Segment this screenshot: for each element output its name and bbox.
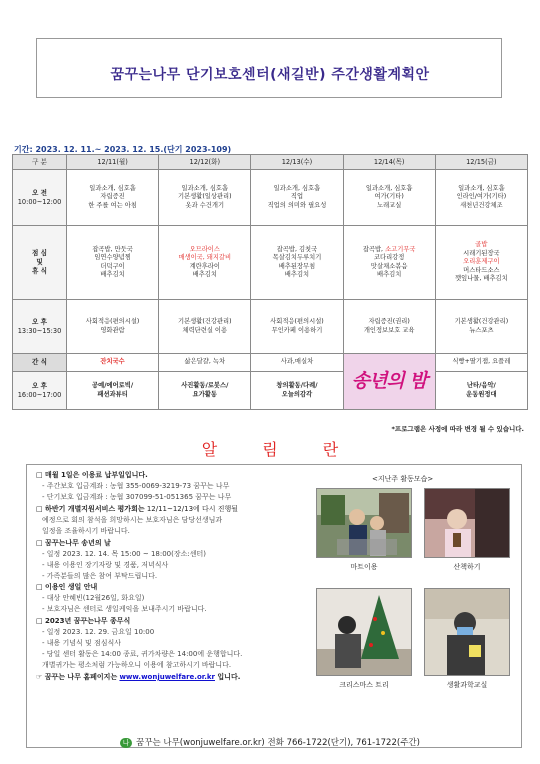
menu-cell <box>343 226 435 300</box>
notice-heading: 알 림 란 <box>201 440 359 459</box>
menu-item-part: 잡곡밥, <box>362 245 386 253</box>
menu-item-part: 소고기무국 <box>385 245 416 253</box>
menu-item <box>345 246 434 255</box>
homepage-link[interactable]: www.wonjuwelfare.or.kr <box>119 673 215 681</box>
photo-caption: 산책하기 <box>453 563 481 571</box>
notice-evaluation <box>36 504 336 537</box>
notice-line: - 내용 기념식 및 점심식사 <box>42 639 122 647</box>
notice-closing-ceremony <box>36 616 336 671</box>
schedule-cell <box>435 372 527 410</box>
photo-caption: 크리스마스 트리 <box>339 681 389 689</box>
cell-line: 옷과 수건개기 <box>185 201 225 209</box>
menu-item: 목살김치두루치기 <box>272 254 322 261</box>
notice-title: □ 꿈꾸는나무 송년의 날 <box>36 539 111 547</box>
cell-line: 일과소개, 심호흡 <box>181 184 229 192</box>
cell-line: 인라인/여가(기타) <box>456 193 507 201</box>
photo-walk-image <box>425 489 510 558</box>
day-header: 12/12(화) <box>159 155 251 170</box>
cell-line: 일과소개, 심호흡 <box>89 184 136 192</box>
menu-item: 배추김치 <box>192 271 217 278</box>
menu-cell <box>67 226 159 300</box>
cell-line: 체력단련실 이용 <box>182 326 228 334</box>
notice-line: - 단기보호 입금계좌 : 농협 307099-51-051365 꿈꾸는 나무 <box>42 493 232 501</box>
snack-label: 간 식 <box>13 354 67 372</box>
row-time: 16:00~17:00 <box>17 390 62 399</box>
corner-header: 구 분 <box>13 155 67 170</box>
morning-row <box>13 170 528 226</box>
notice-line: 개별귀가는 평소처럼 가능하오니 이용에 참고하시기 바랍니다. <box>42 661 232 669</box>
row-time: 10:00~12:00 <box>17 197 62 206</box>
morning-label <box>13 170 67 226</box>
schedule-period: 기간: 2023. 12. 11.~ 2023. 12. 15.(단기 2023-109) <box>14 145 232 154</box>
notice-fee <box>36 470 336 503</box>
photo-science-class <box>424 588 510 676</box>
cell-line: 자립증진 <box>100 193 125 201</box>
notice-line: 예정으로 회의 참석을 희망하시는 보호자님은 담당선생님과 <box>42 516 223 524</box>
cell-line: 한 주를 여는 아침 <box>88 201 137 209</box>
menu-cell <box>251 226 343 300</box>
menu-item: 임연수양념찜 <box>94 254 131 261</box>
footer-contact: 꿈꾸는 나무(wonjuwelfare.or.kr) 전화 766-1722(단기), 761-1722(주간) <box>136 738 420 748</box>
menu-item: 배추김치 <box>284 271 310 278</box>
notice-title: □ 이용인 생일 안내 <box>36 583 98 591</box>
notice-title: □ 매월 1일은 이용료 납부일입니다. <box>36 471 148 479</box>
cell-line: 패션과뷰티 <box>97 390 128 398</box>
afternoon-row <box>13 300 528 354</box>
notice-title: ☞ 꿈꾸는 나무 홈페이지는 <box>36 673 118 681</box>
cell-line: 뉴스포츠 <box>469 326 494 334</box>
cell-line: 운동원정대 <box>466 390 497 398</box>
snack-cell: 잔치국수 <box>67 354 159 372</box>
snack-cell: 식빵+딸기잼, 요플레 <box>435 354 527 372</box>
notice-line: - 당일 센터 활동은 14:00 종료, 귀가차량은 14:00에 운행합니다. <box>42 650 243 658</box>
notice-line: 12/11~12/13에 다시 진행될 <box>144 505 239 513</box>
day-header: 12/14(목) <box>343 155 435 170</box>
notice-line: - 보호자님은 센터로 생일케익을 보내주시기 바랍니다. <box>42 605 207 613</box>
menu-item: 배추된장무침 <box>278 262 316 270</box>
notice-line: - 일정 2023. 12. 14. 목 15:00 ~ 18:00(장소:센터) <box>42 550 206 558</box>
menu-item: 골밥 <box>475 241 488 249</box>
photo-mart-image <box>317 489 412 558</box>
menu-item: 머스타드소스 <box>463 266 500 274</box>
cell-line: 기본생활(건강관리) <box>454 318 509 325</box>
notice-title: □ 하반기 개별지원서비스 평가회는 <box>36 505 145 513</box>
tree-logo-icon: 나무 <box>120 738 132 748</box>
cell-line: 영화관람 <box>100 326 125 334</box>
cell-line: 사진활동/로봇스/ <box>181 382 229 389</box>
notice-homepage <box>36 672 336 683</box>
cell-line: 오늘의감각 <box>281 390 313 398</box>
cell-line: 창의활동/다례/ <box>276 382 318 389</box>
photo-christmas-tree <box>316 588 412 676</box>
schedule-cell <box>67 170 159 226</box>
late-afternoon-row <box>13 372 528 410</box>
schedule-cell <box>343 300 435 354</box>
menu-item: 코다리강정 <box>373 254 405 261</box>
row-label: 오 전 <box>31 188 48 197</box>
cell-line: 공예/에어로빅/ <box>92 382 134 389</box>
menu-item: 계란후라이 <box>189 262 220 270</box>
notice-line: - 주간보호 입금계좌 : 농협 355-0069-3219-73 꿈꾸는 나무 <box>42 482 230 490</box>
late-afternoon-label <box>13 372 67 410</box>
schedule-cell <box>67 300 159 354</box>
schedule-cell <box>251 372 343 410</box>
row-label: 오 후 <box>31 317 48 326</box>
photo-science-class-image <box>425 589 510 676</box>
schedule-cell <box>159 170 251 226</box>
photo-walk <box>424 488 510 558</box>
menu-item: 맛살채소볶음 <box>370 262 408 270</box>
weekly-schedule-table <box>12 154 528 410</box>
row-label: 및 <box>36 258 43 267</box>
menu-item-text <box>363 246 416 253</box>
notice-year-end-party <box>36 538 336 582</box>
snack-row <box>13 354 528 372</box>
notice-line: 입니다. <box>214 673 241 681</box>
cell-line: 일과소개, 심호흡 <box>458 184 505 192</box>
menu-cell <box>159 226 251 300</box>
cell-line: 기본생활(건강관리) <box>177 318 232 325</box>
notice-line: - 내용 이용인 장기자랑 및 경품, 저녁식사 <box>42 561 169 569</box>
photo-christmas-tree-image <box>317 589 412 676</box>
schedule-change-note: *프로그램은 사정에 따라 변경 될 수 있습니다. <box>391 425 524 433</box>
photos-title: <지난주 활동모습> <box>372 475 434 483</box>
cell-line: 일과소개, 심호흡 <box>273 184 321 192</box>
photo-mart <box>316 488 412 558</box>
cell-line: 사회적응(편의시설) <box>85 318 140 325</box>
page-title: 꿈꾸는나무 단기보호센터(새길반) 주간생활계획안 <box>110 67 430 83</box>
cell-line: 기본생활(일상관리) <box>177 193 232 201</box>
menu-item: 배추김치 <box>100 271 125 278</box>
schedule-cell <box>251 300 343 354</box>
photo-caption: 마트이용 <box>350 563 378 571</box>
menu-item: 시래기된장국 <box>463 249 500 257</box>
cell-line: 요가활동 <box>192 390 217 398</box>
menu-item: 잡곡밥, 만둣국 <box>92 245 133 253</box>
snack-cell: 삶은달걀, 녹차 <box>159 354 251 372</box>
lunch-row <box>13 226 528 300</box>
cell-line: 무인카페 이용하기 <box>271 326 323 334</box>
row-label: 오 후 <box>31 381 48 390</box>
menu-item: 오리훈제구이 <box>463 258 500 266</box>
schedule-cell <box>343 170 435 226</box>
cell-line: 여가(기타) <box>374 193 404 201</box>
table-header-row <box>13 155 528 170</box>
menu-item: 깻잎나물, 배추김치 <box>455 275 508 283</box>
menu-item: 매생이국, 돼지갈비 <box>178 254 232 261</box>
row-label: 점 심 <box>31 249 48 258</box>
day-header: 12/15(금) <box>435 155 527 170</box>
lunch-label <box>13 226 67 300</box>
menu-item: 잡곡밥, 김칫국 <box>276 245 318 253</box>
notice-title: □ 2023년 꿈꾸는나무 종무식 <box>36 617 131 625</box>
menu-item: 더덕구이 <box>100 262 125 270</box>
menu-cell <box>435 226 527 300</box>
cell-line: 사회적응(편의시설) <box>270 318 324 325</box>
menu-item: 배추김치 <box>376 271 402 278</box>
row-time: 13:30~15:30 <box>17 326 62 335</box>
cell-line: 직업의 의미와 필요성 <box>267 201 327 209</box>
cell-line: 새천년건강체조 <box>460 201 503 209</box>
row-label: 휴 식 <box>31 266 48 275</box>
schedule-cell <box>159 300 251 354</box>
notice-line: - 일정 2023. 12. 29. 금요일 10:00 <box>42 628 155 636</box>
schedule-cell <box>159 372 251 410</box>
day-header: 12/13(수) <box>251 155 343 170</box>
notice-birthday <box>36 582 336 615</box>
cell-line: 난타/음악/ <box>466 382 496 389</box>
schedule-cell <box>435 300 527 354</box>
menu-item: 오므라이스 <box>189 245 220 253</box>
photo-caption: 생활과학교실 <box>446 681 488 689</box>
notice-line: 일정을 조율하시기 바랍니다. <box>42 527 130 535</box>
cell-line: 노래교실 <box>376 201 402 209</box>
notice-title-line <box>36 504 336 515</box>
cell-line: 일과소개, 심호흡 <box>365 184 413 192</box>
schedule-cell <box>67 372 159 410</box>
footer <box>0 736 540 757</box>
cell-line: 자립증진(권리) <box>368 318 410 325</box>
afternoon-label <box>13 300 67 354</box>
notice-line: - 대상 안혜빈(12월26일, 화요일) <box>42 594 145 602</box>
year-end-party-banner: 송년의 밤 <box>343 354 435 410</box>
snack-cell: 사과,매실차 <box>251 354 343 372</box>
cell-line: 개인정보보호 교육 <box>363 326 415 334</box>
day-header: 12/11(월) <box>67 155 159 170</box>
schedule-cell <box>435 170 527 226</box>
notice-line: - 가족분들의 많은 참여 부탁드립니다. <box>42 572 158 580</box>
schedule-cell <box>251 170 343 226</box>
cell-line: 직업 <box>290 193 304 201</box>
